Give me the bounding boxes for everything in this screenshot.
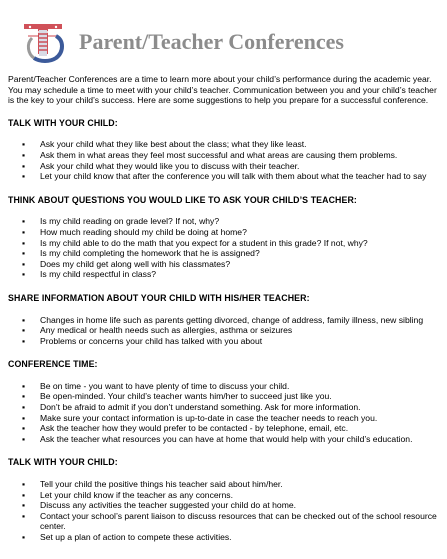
- list-item-text: How much reading should my child be doing at home?: [40, 226, 247, 237]
- page-title: Parent/Teacher Conferences: [79, 29, 344, 54]
- bullet-icon: ▪: [22, 335, 26, 346]
- list-item: [8, 216, 440, 227]
- list-item: [8, 490, 440, 501]
- list-item-text: Don’t be afraid to admit if you don’t understand something. Ask for more information.: [40, 402, 361, 413]
- list-item: [8, 269, 440, 280]
- list-item: [8, 150, 440, 161]
- document-body: [8, 74, 440, 556]
- bullet-icon: ▪: [22, 149, 26, 160]
- intro-paragraph: Parent/Teacher Conferences are a time to learn more about your child’s performance during the academic year. You may schedule a time to meet with your child’s teacher. Communication between you and your child’s teacher is the key to your child’s success. Here are some suggestions to help you prepare for a successful conference.: [8, 74, 437, 106]
- list-item-text: Make sure your contact information is up-to-date in case the teacher needs to reach you.: [40, 412, 378, 423]
- list-item: [8, 248, 440, 259]
- list-item: [8, 336, 440, 347]
- bullet-icon: ▪: [22, 500, 26, 511]
- list-item-text: Let your child know that after the conference you will talk with them about what the teacher had to say: [40, 171, 427, 182]
- bullet-icon: ▪: [22, 216, 26, 227]
- section-heading: THINK ABOUT QUESTIONS YOU WOULD LIKE TO ASK YOUR CHILD’S TEACHER:: [8, 194, 357, 205]
- list-item: [8, 500, 440, 511]
- list-item: [8, 479, 440, 490]
- list-item-text: Ask the teacher what resources you can have at home that would help with your child’s education.: [40, 433, 413, 444]
- bullet-icon: ▪: [22, 391, 26, 402]
- list-item-text: Is my child completing the homework that he is assigned?: [40, 248, 260, 259]
- section-1: [8, 118, 440, 182]
- section-2: [8, 195, 440, 280]
- list-item-text: Is my child respectful in class?: [40, 269, 157, 280]
- list-item: [8, 139, 440, 150]
- list-item: [8, 171, 440, 182]
- list-item: [8, 227, 440, 238]
- list-item-text: Set up a plan of action to compete these activities.: [40, 532, 232, 542]
- section-heading: TALK WITH YOUR CHILD:: [8, 457, 118, 468]
- list-item-text: Does my child get along well with his classmates?: [40, 258, 231, 269]
- list-item: [8, 325, 440, 336]
- bullet-icon: ▪: [22, 314, 26, 325]
- bullet-icon: ▪: [22, 412, 26, 423]
- list-item-text: Be open-minded. Your child’s teacher wants him/her to succeed just like you.: [40, 391, 332, 402]
- school-logo-icon: [18, 18, 68, 64]
- list-item-text: Tell your child the positive things his teacher said about him/her.: [40, 479, 283, 490]
- bullet-icon: ▪: [22, 258, 26, 269]
- section-5: [8, 457, 440, 542]
- list-item: [8, 434, 440, 445]
- list-item-text: Is my child able to do the math that you expect for a student in this grade? If not, why?: [40, 237, 368, 248]
- bullet-list: [8, 216, 440, 280]
- bullet-icon: ▪: [22, 532, 26, 542]
- bullet-list: [8, 315, 440, 347]
- bullet-icon: ▪: [22, 269, 26, 280]
- bullet-list: [8, 381, 440, 445]
- section-heading: TALK WITH YOUR CHILD:: [8, 117, 118, 128]
- list-item-text: Ask your child what they like best about the class; what they like least.: [40, 139, 307, 150]
- bullet-icon: ▪: [22, 325, 26, 336]
- list-item: [8, 259, 440, 270]
- list-item: [8, 532, 440, 543]
- bullet-icon: ▪: [22, 479, 26, 490]
- bullet-icon: ▪: [22, 226, 26, 237]
- section-4: [8, 359, 440, 444]
- bullet-icon: ▪: [22, 160, 26, 171]
- list-item-text: Contact your school’s parent liaison to discuss resources that can be checked out of the school resource center.: [40, 510, 437, 532]
- sections-container: [8, 118, 440, 543]
- list-item-text: Ask the teacher how they would prefer to be contacted - by telephone, email, etc.: [40, 423, 349, 434]
- bullet-icon: ▪: [22, 380, 26, 391]
- bullet-icon: ▪: [22, 489, 26, 500]
- list-item-text: Ask them in what areas they feel most successful and what areas are causing them problems.: [40, 149, 398, 160]
- bullet-icon: ▪: [22, 171, 26, 182]
- list-item: [8, 238, 440, 249]
- list-item: [8, 315, 440, 326]
- list-item-text: Is my child reading on grade level? If not, why?: [40, 216, 220, 227]
- document-header: [0, 18, 447, 64]
- bullet-list: [8, 479, 440, 543]
- bullet-icon: ▪: [22, 423, 26, 434]
- bullet-icon: ▪: [22, 402, 26, 413]
- section-heading: SHARE INFORMATION ABOUT YOUR CHILD WITH HIS/HER TEACHER:: [8, 292, 310, 303]
- list-item: [8, 161, 440, 172]
- bullet-icon: ▪: [22, 433, 26, 444]
- list-item: [8, 402, 440, 413]
- list-item: [8, 381, 440, 392]
- list-item-text: Changes in home life such as parents getting divorced, change of address, family illness, new sibling: [40, 314, 424, 325]
- bullet-icon: ▪: [22, 248, 26, 259]
- list-item-text: Problems or concerns your child has talked with you about: [40, 335, 263, 346]
- section-3: [8, 293, 440, 346]
- bullet-icon: ▪: [22, 510, 26, 521]
- list-item: [8, 391, 440, 402]
- list-item-text: Any medical or health needs such as allergies, asthma or seizures: [40, 325, 293, 336]
- list-item: [8, 423, 440, 434]
- list-item: [8, 413, 440, 424]
- list-item-text: Ask your child what they would like you to discuss with their teacher.: [40, 160, 300, 171]
- bullet-list: [8, 139, 440, 181]
- list-item: [8, 511, 440, 532]
- bullet-icon: ▪: [22, 139, 26, 150]
- bullet-icon: ▪: [22, 237, 26, 248]
- list-item-text: Be on time - you want to have plenty of time to discuss your child.: [40, 380, 290, 391]
- section-heading: CONFERENCE TIME:: [8, 359, 98, 370]
- list-item-text: Let your child know if the teacher as any concerns.: [40, 489, 233, 500]
- list-item-text: Discuss any activities the teacher suggested your child do at home.: [40, 500, 297, 511]
